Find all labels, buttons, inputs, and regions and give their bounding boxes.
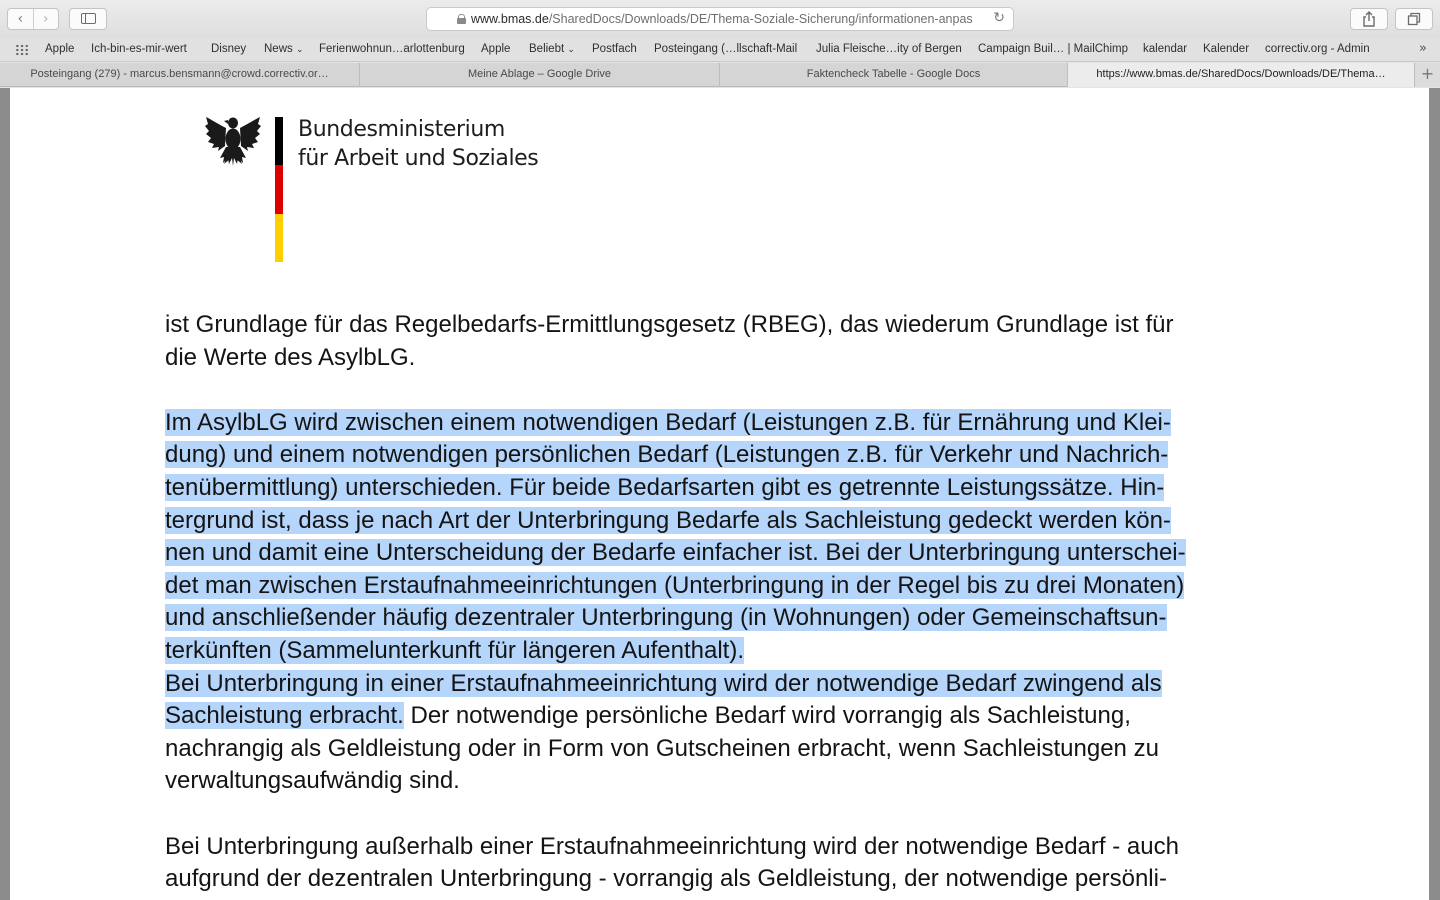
bookmark-beliebt-label: Beliebt <box>529 43 565 55</box>
selected-text-line <box>165 570 1305 603</box>
navigation-buttons <box>7 8 59 30</box>
bookmark-disney[interactable]: Disney <box>211 43 247 55</box>
url-path: /SharedDocs/Downloads/DE/Thema-Soziale-Sicherung/informationen-anpas <box>548 12 973 26</box>
paragraph-gap <box>165 374 1305 407</box>
selection: tergrund ist, dass je nach Art der Unterbringung Bedarfe als Sachleistung gedeckt werden kön- <box>165 506 1171 534</box>
url-host: www.bmas.de <box>471 12 549 26</box>
selection: Im AsylbLG wird zwischen einem notwendigen Bedarf (Leistungen z.B. für Ernährung und Klei- <box>165 408 1171 436</box>
bookmark-ich-bin-es-mir-wert[interactable]: Ich-bin-es-mir-wert <box>91 43 187 55</box>
sidebar-icon <box>81 13 96 24</box>
text-line: verwaltungsaufwändig sind. <box>165 767 460 795</box>
flag-black-stripe <box>275 117 283 165</box>
bookmark-kalender[interactable]: Kalender <box>1203 43 1250 55</box>
tab-faktencheck[interactable]: Faktencheck Tabelle - Google Docs <box>720 63 1068 87</box>
sidebar-toggle-button[interactable] <box>69 8 107 30</box>
selected-text-line <box>165 472 1305 505</box>
bookmark-apple-2[interactable]: Apple <box>481 43 511 55</box>
text-line: aufgrund der dezentralen Unterbringung - vorrangig als Geldleistung, der notwendige persönli- <box>165 865 1167 893</box>
bookmark-mailchimp[interactable]: Campaign Buil… | MailChimp <box>978 43 1128 55</box>
text-line: ist Grundlage für das Regelbedarfs-Ermittlungsgesetz (RBEG), das wiederum Grundlage ist für <box>165 311 1174 338</box>
back-button[interactable]: ‹ <box>17 11 24 27</box>
selection: dung) und einem notwendigen persönlichen Bedarf (Leistungen z.B. für Verkehr und Nachrich- <box>165 441 1169 469</box>
ministry-name-line1: Bundesministerium <box>298 117 505 142</box>
selection: und anschließender häufig dezentraler Unterbringung (in Wohnungen) oder Gemeinschaftsun- <box>165 604 1167 632</box>
bookmark-kalendar[interactable]: kalendar <box>1143 43 1188 55</box>
ministry-name-line2: für Arbeit und Soziales <box>298 146 539 171</box>
tabs-overview-icon <box>1407 12 1421 26</box>
selected-text-line <box>165 635 1305 668</box>
selected-text-line <box>165 505 1305 538</box>
chevron-down-icon: ⌄ <box>295 45 304 55</box>
federal-eagle-icon <box>204 112 262 168</box>
bookmark-apple[interactable]: Apple <box>45 43 75 55</box>
text-line <box>165 700 1305 733</box>
browser-toolbar <box>0 0 1440 38</box>
flag-red-stripe <box>275 165 283 213</box>
selection: det man zwischen Erstaufnahmeeinrichtungen (Unterbringung in der Regel bis zu drei Monaten) <box>165 571 1185 599</box>
bookmark-news-label: News <box>264 43 293 55</box>
ministry-logo <box>204 110 564 265</box>
bookmark-ferienwohnung[interactable]: Ferienwohnun…arlottenburg <box>319 43 465 55</box>
bookmarks-bar <box>0 38 1440 62</box>
new-tab-button[interactable]: + <box>1415 63 1440 87</box>
share-button[interactable] <box>1350 8 1388 30</box>
bookmark-postfach[interactable]: Postfach <box>592 43 637 55</box>
show-all-tabs-button[interactable] <box>1395 8 1433 30</box>
pdf-viewport[interactable] <box>0 88 1440 900</box>
text-line: nachrangig als Geldleistung oder in Form von Gutscheinen erbracht, wenn Sachleistungen zu <box>165 734 1159 762</box>
chevron-down-icon: ⌄ <box>567 45 575 55</box>
ministry-name <box>298 115 538 173</box>
bookmark-posteingang[interactable]: Posteingang (…llschaft-Mail <box>654 43 798 55</box>
selection: Sachleistung erbracht. <box>165 702 404 730</box>
text-line: die Werte des AsylbLG. <box>165 343 416 371</box>
unselected-text: Der notwendige persönliche Bedarf wird vorrangig als Sachleistung, <box>403 702 1131 730</box>
bookmark-beliebt-folder[interactable] <box>529 43 575 55</box>
reload-icon[interactable]: ↻ <box>993 10 1005 26</box>
selected-text-line <box>165 602 1305 635</box>
selected-text-line <box>165 537 1305 570</box>
tab-bmas-active[interactable]: https://www.bmas.de/SharedDocs/Downloads/DE/Thema… <box>1068 63 1415 87</box>
url-text <box>471 12 983 26</box>
selection: terkünften (Sammelunterkunft für längeren Aufenthalt). <box>165 636 744 664</box>
text-line: Bei Unterbringung außerhalb einer Erstaufnahmeeinrichtung wird der notwendige Bedarf - auch <box>165 832 1179 860</box>
selected-text-line <box>165 668 1305 701</box>
paragraph-gap <box>165 798 1305 831</box>
forward-button[interactable]: › <box>33 9 59 29</box>
pdf-page <box>10 88 1429 900</box>
share-icon <box>1362 11 1376 27</box>
lock-icon <box>457 14 466 24</box>
address-bar[interactable] <box>426 7 1014 31</box>
flag-gold-stripe <box>275 214 283 262</box>
document-text <box>165 309 1305 896</box>
tab-posteingang[interactable]: Posteingang (279) - marcus.bensmann@crowd.correctiv.or… <box>0 63 360 87</box>
selected-text-line <box>165 407 1305 440</box>
tab-google-drive[interactable]: Meine Ablage – Google Drive <box>360 63 720 87</box>
german-flag-bar <box>275 117 283 262</box>
more-bookmarks-icon[interactable]: » <box>1419 41 1427 56</box>
bookmark-correctiv-admin[interactable]: correctiv.org - Admin <box>1265 43 1370 55</box>
bookmark-news-folder[interactable] <box>264 43 304 55</box>
selected-text-line <box>165 439 1305 472</box>
selection: Bei Unterbringung in einer Erstaufnahmeeinrichtung wird der notwendige Bedarf zwingend als <box>165 669 1162 697</box>
selection: nen und damit eine Unterscheidung der Bedarfe einfacher ist. Bei der Unterbringung unterschei- <box>165 539 1186 567</box>
bookmark-julia-fleischer[interactable]: Julia Fleische…ity of Bergen <box>816 43 962 55</box>
top-sites-grid-icon[interactable] <box>15 44 29 56</box>
selection: tenübermittlung) unterschieden. Für beide Bedarfsarten gibt es getrennte Leistungssätze. Hin- <box>165 473 1165 501</box>
tab-bar <box>0 63 1440 87</box>
